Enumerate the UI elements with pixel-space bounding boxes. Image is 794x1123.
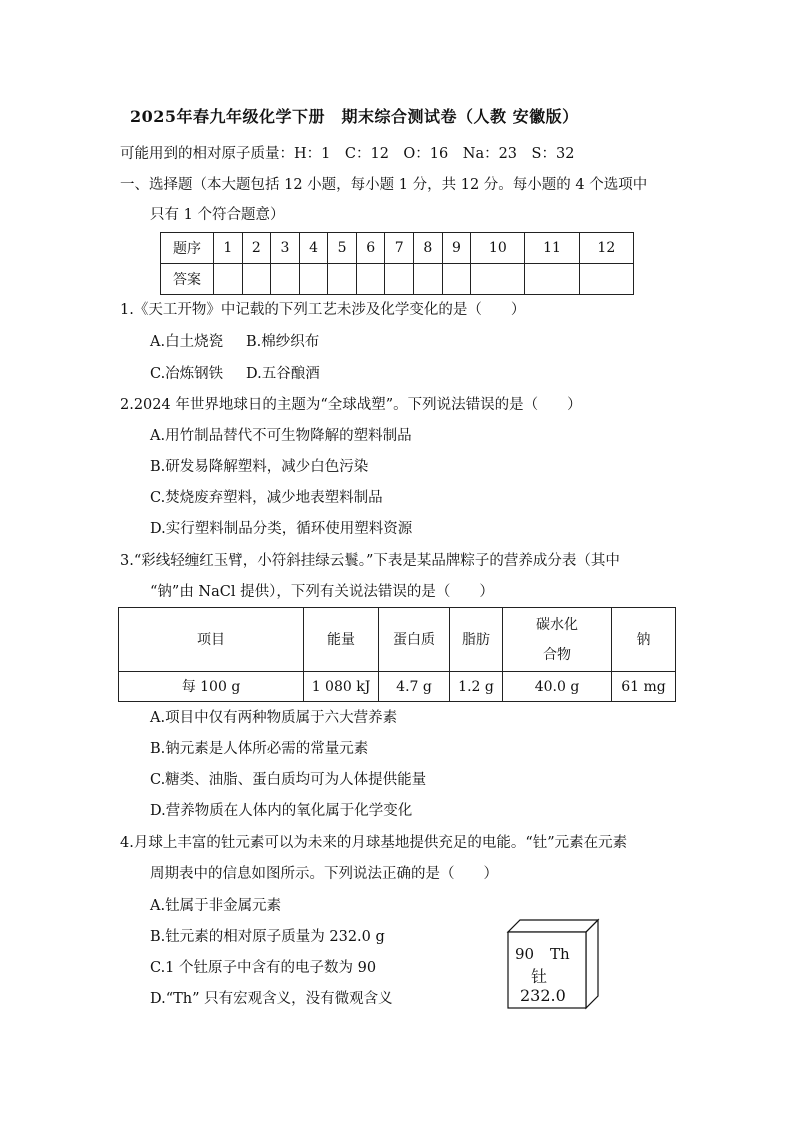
- nutrition-value-item: 每 100 g: [119, 672, 304, 702]
- q2-option-d: D.实行塑料制品分类，循环使用塑料资源: [150, 521, 413, 537]
- answer-table: [160, 232, 634, 295]
- nutrition-value-row: [119, 672, 676, 702]
- element-atomic-mass: 232.0: [520, 986, 566, 1005]
- answer-table-number: 6: [356, 233, 385, 264]
- q3-option-c: C.糖类、油脂、蛋白质均可为人体提供能量: [150, 772, 427, 788]
- q2-option-a: A.用竹制品替代不可生物降解的塑料制品: [150, 428, 412, 444]
- page-title: 2025年春九年级化学下册 期末综合测试卷（人教 安徽版）: [130, 107, 579, 126]
- nutrition-header-fat: 脂肪: [450, 608, 503, 672]
- carbohydrate-line2: 合物: [543, 646, 571, 663]
- answer-table-number: 2: [242, 233, 271, 264]
- answer-cell[interactable]: [242, 264, 271, 295]
- q1-option-a: A.白土烧瓷: [150, 334, 224, 350]
- answer-table-number: 12: [579, 233, 633, 264]
- answer-cell[interactable]: [299, 264, 328, 295]
- answer-table-number: 8: [414, 233, 443, 264]
- q4-option-a: A.钍属于非金属元素: [150, 898, 282, 914]
- q1-stem: 1.《天工开物》中记载的下列工艺未涉及化学变化的是（ ）: [120, 302, 526, 318]
- nutrition-header-item: 项目: [119, 608, 304, 672]
- answer-cell[interactable]: [579, 264, 633, 295]
- element-cell-figure: [500, 918, 600, 1010]
- answer-table-number: 4: [299, 233, 328, 264]
- nutrition-header-carbohydrate: [503, 608, 612, 672]
- q1-option-b: B.棉纱织布: [246, 334, 320, 350]
- answer-table-label-answer: 答案: [161, 264, 214, 295]
- nutrition-header-protein: 蛋白质: [379, 608, 450, 672]
- nutrition-value-carbohydrate: 40.0 g: [503, 672, 612, 702]
- answer-cell[interactable]: [271, 264, 300, 295]
- nutrition-value-sodium: 61 mg: [612, 672, 676, 702]
- q1-option-c: C.冶炼钢铁: [150, 366, 224, 382]
- element-atomic-number: 90: [515, 945, 535, 963]
- answer-table-number: 9: [442, 233, 471, 264]
- nutrition-header-energy: 能量: [304, 608, 379, 672]
- q3-stem-line1: 3.“彩线轻缠红玉臂，小符斜挂绿云鬟。”下表是某品牌粽子的营养成分表（其中: [120, 553, 620, 569]
- q4-stem-line2: 周期表中的信息如图所示。下列说法正确的是（ ）: [150, 866, 498, 882]
- q2-option-c: C.焚烧废弃塑料，减少地表塑料制品: [150, 490, 383, 506]
- answer-cell[interactable]: [356, 264, 385, 295]
- q2-option-b: B.研发易降解塑料，减少白色污染: [150, 459, 369, 475]
- answer-cell[interactable]: [414, 264, 443, 295]
- q2-stem: 2.2024 年世界地球日的主题为“全球战塑”。下列说法错误的是（ ）: [120, 397, 582, 413]
- section-heading-line1: 一、选择题（本大题包括 12 小题，每小题 1 分，共 12 分。每小题的 4 个选项中: [120, 177, 648, 193]
- nutrition-header-row: [119, 608, 676, 672]
- q3-option-b: B.钠元素是人体所必需的常量元素: [150, 741, 369, 757]
- answer-table-number: 1: [214, 233, 243, 264]
- nutrition-value-energy: 1 080 kJ: [304, 672, 379, 702]
- section-heading-line2: 只有 1 个符合题意）: [150, 207, 285, 223]
- answer-cell[interactable]: [214, 264, 243, 295]
- q1-option-d: D.五谷酿酒: [246, 366, 320, 382]
- answer-table-number: 3: [271, 233, 300, 264]
- nutrition-value-fat: 1.2 g: [450, 672, 503, 702]
- answer-cell[interactable]: [471, 264, 525, 295]
- answer-cell[interactable]: [525, 264, 579, 295]
- q3-option-a: A.项目中仅有两种物质属于六大营养素: [150, 710, 398, 726]
- element-name: 钍: [531, 967, 548, 986]
- nutrition-value-protein: 4.7 g: [379, 672, 450, 702]
- nutrition-table: [118, 607, 676, 702]
- q3-option-d: D.营养物质在人体内的氧化属于化学变化: [150, 803, 413, 819]
- q4-stem-line1: 4.月球上丰富的钍元素可以为未来的月球基地提供充足的电能。“钍”元素在元素: [120, 835, 628, 851]
- answer-table-number: 10: [471, 233, 525, 264]
- q3-stem-line2: “钠”由 NaCl 提供），下列有关说法错误的是（ ）: [150, 584, 494, 600]
- q4-option-b: B.钍元素的相对原子质量为 232.0 g: [150, 929, 385, 945]
- answer-cell[interactable]: [328, 264, 357, 295]
- carbohydrate-line1: 碳水化: [536, 616, 578, 633]
- nutrition-header-sodium: 钠: [612, 608, 676, 672]
- q4-option-d: D.“Th” 只有宏观含义，没有微观含义: [150, 991, 393, 1007]
- answer-cell[interactable]: [442, 264, 471, 295]
- answer-cell[interactable]: [385, 264, 414, 295]
- answer-table-number: 5: [328, 233, 357, 264]
- atomic-masses: 可能用到的相对原子质量：H：1 C：12 O：16 Na：23 S：32: [120, 146, 575, 162]
- answer-table-row-answers: [161, 264, 634, 295]
- answer-table-label-order: 题序: [161, 233, 214, 264]
- q4-option-c: C.1 个钍原子中含有的电子数为 90: [150, 960, 377, 976]
- answer-table-row-numbers: [161, 233, 634, 264]
- answer-table-number: 7: [385, 233, 414, 264]
- element-symbol: Th: [550, 945, 570, 963]
- answer-table-number: 11: [525, 233, 579, 264]
